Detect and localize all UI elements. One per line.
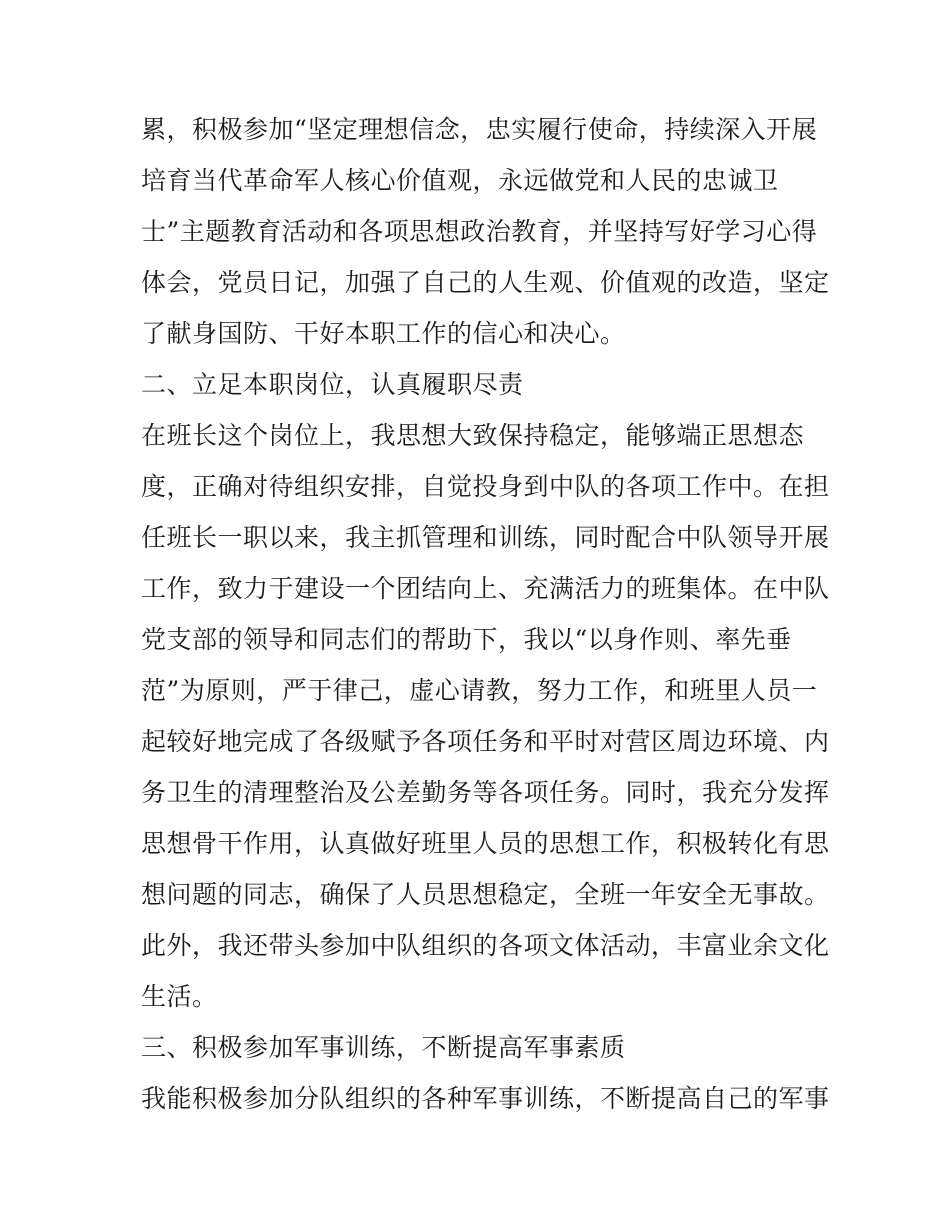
paragraph-line: 士”主题教育活动和各项思想政治教育，并坚持写好学习心得 bbox=[141, 217, 818, 246]
paragraph-line: 度，正确对待组织安排，自觉投身到中队的各项工作中。在担 bbox=[141, 472, 830, 501]
paragraph-line: 党支部的领导和同志们的帮助下，我以“以身作则、率先垂 bbox=[141, 625, 792, 654]
paragraph-line: 想问题的同志，确保了人员思想稳定，全班一年安全无事故。 bbox=[141, 880, 830, 909]
paragraph-line: 在班长这个岗位上，我思想大致保持稳定，能够端正思想态 bbox=[141, 421, 805, 450]
paragraph-line: 培育当代革命军人核心价值观，永远做党和人民的忠诚卫 bbox=[141, 166, 779, 195]
paragraph-line: 体会，党员日记，加强了自己的人生观、价值观的改造，坚定 bbox=[141, 268, 830, 297]
paragraph-line: 生活。 bbox=[141, 982, 218, 1011]
paragraph-line: 思想骨干作用，认真做好班里人员的思想工作，积极转化有思 bbox=[141, 829, 830, 858]
section-heading: 三、积极参加军事训练，不断提高军事素质 bbox=[141, 1033, 626, 1062]
paragraph-line: 范”为原则，严于律己，虚心请教，努力工作，和班里人员一 bbox=[141, 676, 818, 705]
paragraph-line: 我能积极参加分队组织的各种军事训练，不断提高自己的军事 bbox=[141, 1084, 830, 1113]
paragraph-line: 此外，我还带头参加中队组织的各项文体活动，丰富业余文化 bbox=[141, 931, 830, 960]
paragraph-line: 了献身国防、干好本职工作的信心和决心。 bbox=[141, 319, 626, 348]
paragraph-line: 起较好地完成了各级赋予各项任务和平时对营区周边环境、内 bbox=[141, 727, 830, 756]
paragraph-line: 务卫生的清理整治及公差勤务等各项任务。同时，我充分发挥 bbox=[141, 778, 830, 807]
paragraph-line: 工作，致力于建设一个团结向上、充满活力的班集体。在中队 bbox=[141, 574, 830, 603]
paragraph-line: 累，积极参加“坚定理想信念，忠实履行使命，持续深入开展 bbox=[141, 115, 818, 144]
section-heading: 二、立足本职岗位，认真履职尽责 bbox=[141, 370, 524, 399]
paragraph-line: 任班长一职以来，我主抓管理和训练，同时配合中队领导开展 bbox=[141, 523, 830, 552]
